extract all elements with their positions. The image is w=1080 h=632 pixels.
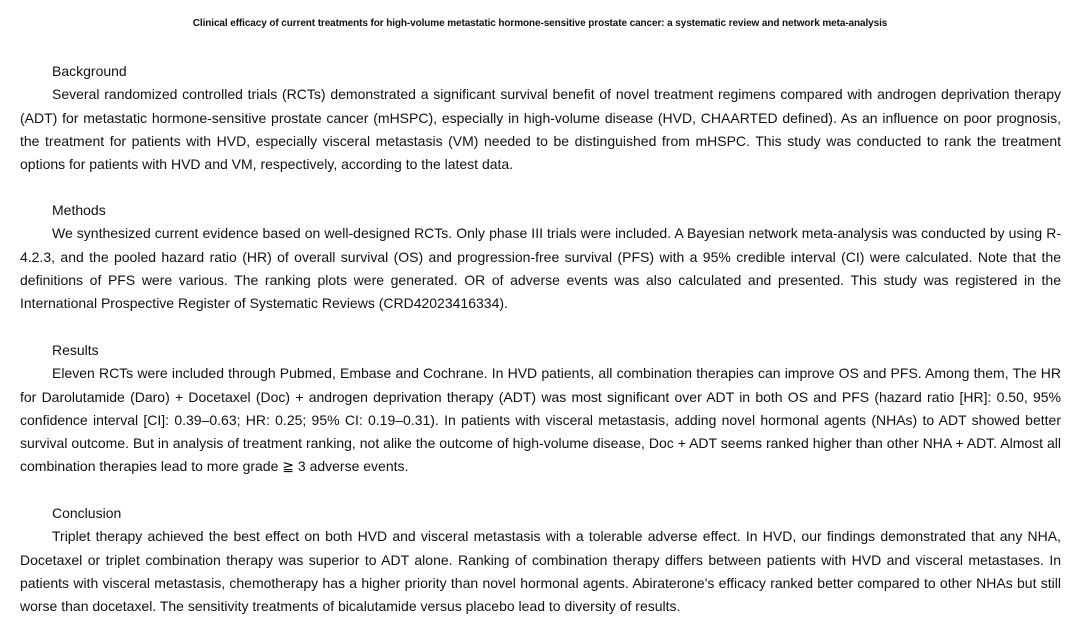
section-background — [20, 60, 1061, 176]
section-results — [20, 339, 1061, 479]
section-heading-conclusion: Conclusion — [52, 505, 122, 521]
section-text-methods: We synthesized current evidence based on well-designed RCTs. Only phase III trials were included. A Bayesian network meta-analysis was conducted by using R-4.2.3, and the pooled hazard ratio (HR) of overall survival (OS) and progression-free survival (PFS) with a 95% credible interval (CI) were calculated. Note that the definitions of PFS were various. The ranking plots were generated. OR of adverse events was also calculated and presented. This study was registered in the International Prospective Register of Systematic Reviews (CRD42023416334). — [20, 225, 1061, 312]
section-heading-background: Background — [52, 63, 127, 79]
section-text-results: Eleven RCTs were included through Pubmed, Embase and Cochrane. In HVD patients, all combination therapies can improve OS and PFS. Among them, The HR for Darolutamide (Daro) + Docetaxel (Doc) + androgen deprivation therapy (ADT) was most significant over ADT in both OS and PFS (hazard ratio [HR]: 0.50, 95% confidence interval [CI]: 0.39–0.63; HR: 0.25; 95% CI: 0.19–0.31). In patients with visceral metastasis, adding novel hormonal agents (NHAs) to ADT showed better survival outcome. But in analysis of treatment ranking, not alike the outcome of high-volume disease, Doc + ADT seems ranked higher than other NHA + ADT. Almost all combination therapies lead to more grade ≧ 3 adverse events. — [20, 365, 1061, 475]
section-methods — [20, 199, 1061, 315]
section-text-background: Several randomized controlled trials (RCTs) demonstrated a significant survival benefit of novel treatment regimens compared with androgen deprivation therapy (ADT) for metastatic hormone-sensitive prostate cancer (mHSPC), especially in high-volume disease (HVD, CHAARTED defined). As an influence on poor prognosis, the treatment for patients with HVD, especially visceral metastasis (VM) needed to be distinguished from mHSPC. This study was conducted to rank the treatment options for patients with HVD and VM, respectively, according to the latest data. — [20, 86, 1061, 173]
section-heading-methods: Methods — [52, 202, 106, 218]
section-text-conclusion: Triplet therapy achieved the best effect on both HVD and visceral metastasis with a tolerable adverse effect. In HVD, our findings demonstrated that any NHA, Docetaxel or triplet combination therapy was superior to ADT alone. Ranking of combination therapy differs between patients with HVD and visceral metastases. In patients with visceral metastasis, chemotherapy has a higher priority than novel hormonal agents. Abiraterone's efficacy ranked better compared to other NHAs but still worse than docetaxel. The sensitivity treatments of bicalutamide versus placebo lead to diversity of results. — [20, 528, 1061, 615]
paper-title: Clinical efficacy of current treatments for high-volume metastatic hormone-sensitive prostate cancer: a systematic review and network meta-analysis — [192, 18, 888, 29]
section-conclusion — [20, 502, 1061, 618]
section-heading-results: Results — [52, 342, 99, 358]
